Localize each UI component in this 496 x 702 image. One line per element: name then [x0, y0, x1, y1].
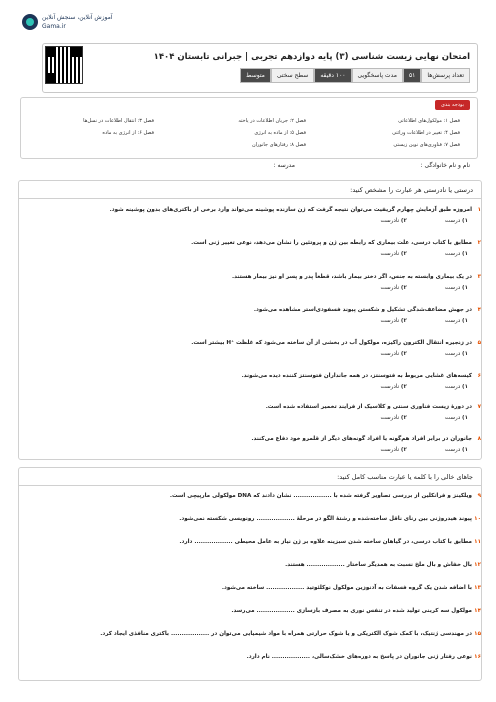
section-title: جاهای خالی را با کلمه یا عبارت مناسب کامل کنید:: [19, 468, 481, 486]
option-true[interactable]: ۱) درست: [444, 218, 468, 224]
option-false[interactable]: ۲) نادرست: [380, 285, 407, 291]
question-text: در دورهٔ زیست فناوری سنتی و کلاسیک از فرایند تخمیر استفاده شده است.: [265, 404, 472, 410]
option-false-label: نادرست: [380, 218, 400, 224]
qr-code-icon: [45, 46, 83, 84]
question-item: [24, 240, 481, 257]
option-false[interactable]: ۲) نادرست: [380, 447, 407, 453]
question-text: در زنجیره انتقال الکترون راکیزه، مولکول آب در بخشی از آن ساخته می‌شود که غلظت ⁺H بیشتر است.: [191, 340, 472, 346]
option-true-label: درست: [444, 384, 461, 390]
option-true[interactable]: ۱) درست: [444, 415, 468, 421]
option-true-label: درست: [444, 285, 461, 291]
question-item: [24, 539, 481, 545]
question-text: امروزه طبق آزمایش چهارم گریفیت می‌توان نتیجه گرفت که ژن سازنده پوشینه می‌تواند وارد برخی از باکتری‌های بدون پوشینه شود.: [109, 207, 472, 213]
topic-item: فصل ۸: رفتارهای جانوران: [251, 142, 306, 148]
question-number: ۱۳: [474, 585, 481, 591]
question-number: ۱۱: [474, 539, 481, 545]
level-label: سطح سختی: [271, 68, 314, 83]
school-label: مدرسه :: [273, 162, 295, 169]
question-number: ۶: [477, 373, 481, 379]
option-true[interactable]: ۱) درست: [444, 384, 468, 390]
option-true-label: درست: [444, 218, 461, 224]
question-number: ۱۰: [474, 516, 481, 522]
brand-site: Gama.ir: [42, 23, 66, 30]
question-number: ۱۶: [474, 654, 481, 660]
option-false-label: نادرست: [380, 447, 400, 453]
question-number: ۹: [477, 493, 481, 499]
option-false[interactable]: ۲) نادرست: [380, 415, 407, 421]
question-text: ویلکینز و فرانکلین از بررسی تصاویر گرفته شده با .................. نشان دادند که DNA مولکولی مارپیچی است.: [169, 493, 472, 499]
option-false-label: نادرست: [380, 318, 400, 324]
question-item: [24, 207, 481, 224]
question-text: بال خفاش و بال ملخ نسبت به همدیگر ساختار .................. هستند.: [285, 562, 472, 568]
question-item: [24, 307, 481, 324]
question-text: کیسه‌های غشایی مربوط به فتوسنتز، در همه جانداران فتوسنتز کننده دیده می‌شوند.: [241, 373, 472, 379]
question-number: ۵: [477, 340, 481, 346]
top-bar: [0, 0, 496, 40]
student-info-row: [26, 162, 470, 172]
question-text: مطابق با کتاب درسی، در گیاهان ساخته شدن سبزینه علاوه بر ژن نیاز به عامل محیطی .................. دارد.: [179, 539, 472, 545]
question-item: [24, 340, 481, 357]
question-item: [24, 585, 481, 591]
option-true-label: درست: [444, 318, 461, 324]
level-value: متوسط: [240, 68, 271, 83]
topic-item: فصل ۶: از انرژی به ماده: [102, 130, 154, 136]
question-number: ۱۴: [474, 608, 481, 614]
question-number: ۱: [477, 207, 481, 213]
brand-tagline: آموزش آنلاین، سنجش آنلاین: [42, 14, 113, 21]
question-text: نوعی رفتار ژنی جانوران در پاسخ به دوره‌های خشک‌سالی، .................. نام دارد.: [246, 654, 472, 660]
question-item: [24, 493, 481, 499]
question-number: ۱۵: [474, 631, 481, 637]
question-item: [24, 608, 481, 614]
question-item: [24, 436, 481, 453]
option-false[interactable]: ۲) نادرست: [380, 384, 407, 390]
topics-box: [20, 97, 478, 159]
question-text: در یک بیماری وابسته به جنس، اگر دختر بیمار باشد، قطعاً پدر و پسر او نیز بیمار هستند.: [231, 274, 472, 280]
option-false[interactable]: ۲) نادرست: [380, 318, 407, 324]
question-item: [24, 654, 481, 660]
topic-item: فصل ۷: فناوری‌های نوین زیستی: [393, 142, 460, 148]
gama-logo[interactable]: [22, 9, 114, 35]
question-count-value: ۵۱: [403, 68, 421, 83]
exam-title: امتحان نهایی زیست شناسی (۳) پایه دوازدهم تجربی | جبرانی تابستان ۱۴۰۴: [153, 52, 470, 62]
topic-item: فصل ۲: جریان اطلاعات در یاخته: [238, 118, 306, 124]
student-name-label: نام و نام خانوادگی :: [420, 162, 470, 169]
option-true-label: درست: [444, 251, 461, 257]
topic-item: فصل ۱: مولکول‌های اطلاعاتی: [398, 118, 460, 124]
option-true-label: درست: [444, 415, 461, 421]
option-false-label: نادرست: [380, 384, 400, 390]
option-false-label: نادرست: [380, 251, 400, 257]
question-number: ۲: [477, 240, 481, 246]
topic-item: فصل ۳: انتقال اطلاعات در نسل‌ها: [83, 118, 154, 124]
question-number: ۸: [477, 436, 481, 442]
question-number: ۷: [477, 404, 481, 410]
question-text: مولکول سه کربنی تولید شده در تنفس نوری به مصرف بازسازی .................. می‌رسد.: [231, 608, 472, 614]
question-item: [24, 373, 481, 390]
question-text: پیوند هیدروژنی بین رنای ناقل ساخته‌شده و رشتهٔ الگو در مرحلهٔ .................. رونویسی شکسته نمی‌شود.: [179, 516, 472, 522]
option-true-label: درست: [444, 351, 461, 357]
option-false[interactable]: ۲) نادرست: [380, 251, 407, 257]
option-true[interactable]: ۱) درست: [444, 351, 468, 357]
option-true[interactable]: ۱) درست: [444, 447, 468, 453]
section-title: درستی یا نادرستی هر عبارت را مشخص کنید:: [19, 181, 481, 199]
option-false[interactable]: ۲) نادرست: [380, 218, 407, 224]
option-true-label: درست: [444, 447, 461, 453]
topics-badge: بودجه بندی: [435, 100, 470, 110]
question-item: [24, 562, 481, 568]
question-text: در جهش مضاعف‌شدگی تشکیل و شکستن پیوند فسفودی‌استر مشاهده می‌شود.: [253, 307, 472, 313]
question-number: ۱۲: [474, 562, 481, 568]
question-number: ۴: [477, 307, 481, 313]
question-count-label: تعداد پرسش‌ها: [421, 68, 470, 83]
question-text: جانوران در برابر افراد هم‌گونه یا افراد گونه‌های دیگر از قلمرو خود دفاع می‌کنند.: [251, 436, 472, 442]
option-false[interactable]: ۲) نادرست: [380, 351, 407, 357]
option-false-label: نادرست: [380, 415, 400, 421]
option-true[interactable]: ۱) درست: [444, 318, 468, 324]
gama-logo-icon: [22, 14, 38, 30]
option-false-label: نادرست: [380, 285, 400, 291]
option-true[interactable]: ۱) درست: [444, 251, 468, 257]
topic-item: فصل ۴: تغییر در اطلاعات وراثتی: [392, 130, 460, 136]
topic-item: فصل ۵: از ماده به انرژی: [254, 130, 306, 136]
question-item: [24, 516, 481, 522]
question-number: ۳: [477, 274, 481, 280]
fill-blank-section: [18, 467, 482, 681]
question-text: در مهندسی ژنتیک، با کمک شوک الکتریکی و یا شوک حرارتی همراه با مواد شیمیایی می‌توان در .................. باکتری منافذی ایجاد کرد.: [100, 631, 472, 637]
duration-value: ۱۰۰ دقیقه: [314, 68, 351, 83]
question-item: [24, 274, 481, 291]
question-text: مطابق با کتاب درسی، علت بیماری که رابطه بین ژن و پروتئین را نشان می‌دهد، نوعی تغییر ژنی است.: [191, 240, 472, 246]
option-false-label: نادرست: [380, 351, 400, 357]
question-item: [24, 404, 481, 421]
option-true[interactable]: ۱) درست: [444, 285, 468, 291]
question-item: [24, 631, 481, 637]
exam-info-row: [240, 68, 470, 83]
question-text: با اضافه شدن یک گروه فسفات به آدنوزین مولکول نوکلئوتید .................. ساخته می‌شود.: [221, 585, 472, 591]
duration-label: مدت پاسخگویی: [352, 68, 403, 83]
